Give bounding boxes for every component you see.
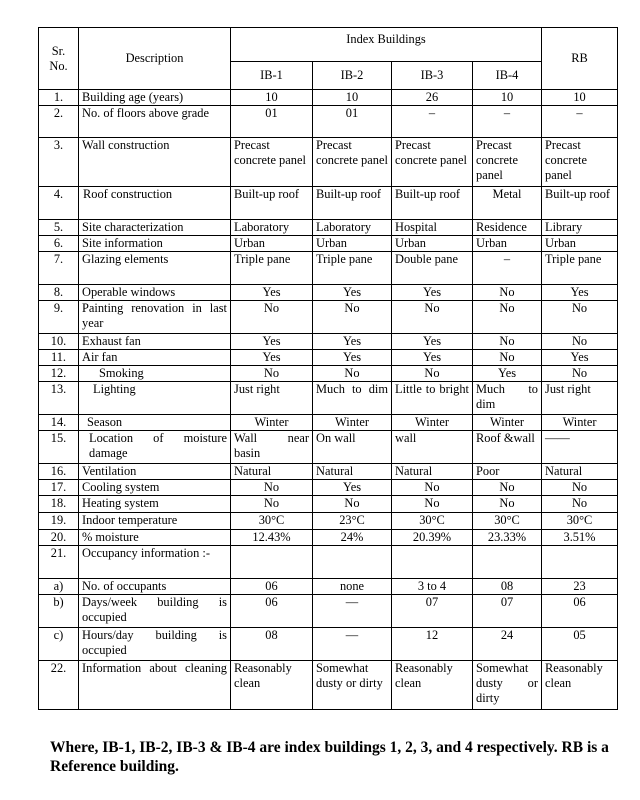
table-footnote: Where, IB-1, IB-2, IB-3 & IB-4 are index buildings 1, 2, 3, and 4 respectively. RB is a Reference building.: [50, 739, 609, 775]
cell-ib3: Little to bright: [392, 382, 473, 415]
cell-ib4: Precast concrete panel: [473, 138, 542, 187]
cell-ib2: Yes: [313, 334, 392, 350]
cell-ib2: Precast concrete panel: [313, 138, 392, 187]
cell-ib4: –: [473, 252, 542, 285]
row-description: Wall construction: [79, 138, 231, 187]
cell-rb: Just right: [542, 382, 618, 415]
cell-ib3: Yes: [392, 350, 473, 366]
building-characteristics-table: [38, 27, 618, 710]
cell-ib2: Yes: [313, 480, 392, 496]
cell-ib3: No: [392, 301, 473, 334]
row-sr-number: 8.: [39, 285, 79, 301]
row-description: Smoking: [79, 366, 231, 382]
row-sr-number: 5.: [39, 220, 79, 236]
table-row: [39, 431, 618, 464]
table-row: [39, 595, 618, 628]
table-row: [39, 106, 618, 138]
cell-ib3: 07: [392, 595, 473, 628]
cell-ib1: Wall near basin: [231, 431, 313, 464]
cell-ib1: 30°C: [231, 513, 313, 530]
cell-ib1: Laboratory: [231, 220, 313, 236]
row-description: Roof construction: [79, 187, 231, 220]
cell-rb: 23: [542, 579, 618, 595]
table-row: [39, 546, 618, 579]
table-row: [39, 415, 618, 431]
cell-rb: No: [542, 366, 618, 382]
table-row: [39, 187, 618, 220]
row-description: Exhaust fan: [79, 334, 231, 350]
cell-ib2: none: [313, 579, 392, 595]
row-sr-number: 16.: [39, 464, 79, 480]
cell-ib3: No: [392, 480, 473, 496]
cell-ib1: 06: [231, 595, 313, 628]
cell-ib2: 23°C: [313, 513, 392, 530]
cell-ib3: Double pane: [392, 252, 473, 285]
cell-ib4: 07: [473, 595, 542, 628]
cell-ib4: No: [473, 496, 542, 513]
cell-ib2: No: [313, 366, 392, 382]
row-description: Hours/day building is occupied: [79, 628, 231, 661]
row-sr-number: 4.: [39, 187, 79, 220]
cell-ib3: Precast concrete panel: [392, 138, 473, 187]
cell-rb: –: [542, 106, 618, 138]
row-sr-number: 1.: [39, 90, 79, 106]
table-row: [39, 628, 618, 661]
table-row: [39, 252, 618, 285]
cell-ib1: 06: [231, 579, 313, 595]
cell-ib3: No: [392, 496, 473, 513]
cell-rb: 10: [542, 90, 618, 106]
cell-ib1: 12.43%: [231, 530, 313, 546]
cell-ib2: Much to dim: [313, 382, 392, 415]
cell-ib2: 01: [313, 106, 392, 138]
table-row: [39, 285, 618, 301]
cell-rb: Precast concrete panel: [542, 138, 618, 187]
cell-ib3: Hospital: [392, 220, 473, 236]
row-description: No. of occupants: [79, 579, 231, 595]
cell-rb: No: [542, 301, 618, 334]
row-sr-number: 12.: [39, 366, 79, 382]
cell-ib3: Reasonably clean: [392, 661, 473, 710]
row-description: Indoor temperature: [79, 513, 231, 530]
cell-ib3: 12: [392, 628, 473, 661]
cell-rb: Winter: [542, 415, 618, 431]
cell-ib1: No: [231, 496, 313, 513]
row-sr-number: a): [39, 579, 79, 595]
cell-ib1: No: [231, 480, 313, 496]
cell-ib1: Precast concrete panel: [231, 138, 313, 187]
cell-ib1: Urban: [231, 236, 313, 252]
cell-ib3: Yes: [392, 285, 473, 301]
table-row: [39, 220, 618, 236]
table-row: [39, 382, 618, 415]
row-description: Information about cleaning: [79, 661, 231, 710]
row-description: Air fan: [79, 350, 231, 366]
cell-ib4: No: [473, 301, 542, 334]
row-sr-number: b): [39, 595, 79, 628]
cell-ib1: No: [231, 366, 313, 382]
cell-ib2: On wall: [313, 431, 392, 464]
cell-ib3: No: [392, 366, 473, 382]
row-sr-number: 9.: [39, 301, 79, 334]
row-sr-number: 22.: [39, 661, 79, 710]
cell-rb: No: [542, 496, 618, 513]
cell-ib2: Yes: [313, 350, 392, 366]
cell-ib1: Triple pane: [231, 252, 313, 285]
cell-ib2: Yes: [313, 285, 392, 301]
row-description: Season: [79, 415, 231, 431]
cell-ib2: Winter: [313, 415, 392, 431]
row-sr-number: 21.: [39, 546, 79, 579]
cell-ib1: Reasonably clean: [231, 661, 313, 710]
cell-rb: ——: [542, 431, 618, 464]
cell-rb: Yes: [542, 350, 618, 366]
cell-ib2: Built-up roof: [313, 187, 392, 220]
header-ib4: IB-4: [473, 62, 542, 90]
cell-ib4: 23.33%: [473, 530, 542, 546]
cell-ib1: [231, 546, 313, 579]
row-description: Ventilation: [79, 464, 231, 480]
row-sr-number: 2.: [39, 106, 79, 138]
cell-ib3: Urban: [392, 236, 473, 252]
table-row: [39, 480, 618, 496]
cell-ib3: 30°C: [392, 513, 473, 530]
cell-ib3: 20.39%: [392, 530, 473, 546]
cell-ib4: No: [473, 350, 542, 366]
row-sr-number: 3.: [39, 138, 79, 187]
cell-ib2: Urban: [313, 236, 392, 252]
table-row: [39, 530, 618, 546]
header-rb: RB: [542, 28, 618, 90]
table-row: [39, 350, 618, 366]
cell-ib1: Yes: [231, 350, 313, 366]
cell-ib1: 08: [231, 628, 313, 661]
header-ib1: IB-1: [231, 62, 313, 90]
cell-ib2: —: [313, 595, 392, 628]
row-description: Days/week building is occupied: [79, 595, 231, 628]
row-sr-number: 13.: [39, 382, 79, 415]
row-description: Painting renovation in last year: [79, 301, 231, 334]
cell-ib4: 30°C: [473, 513, 542, 530]
row-description: Heating system: [79, 496, 231, 513]
table-body: [39, 90, 618, 710]
row-description: Operable windows: [79, 285, 231, 301]
table-row: [39, 496, 618, 513]
cell-ib2: [313, 546, 392, 579]
row-description: Site information: [79, 236, 231, 252]
row-sr-number: 20.: [39, 530, 79, 546]
cell-ib1: Just right: [231, 382, 313, 415]
cell-rb: 06: [542, 595, 618, 628]
row-sr-number: 17.: [39, 480, 79, 496]
cell-ib2: Natural: [313, 464, 392, 480]
cell-rb: Reasonably clean: [542, 661, 618, 710]
cell-ib4: Urban: [473, 236, 542, 252]
cell-rb: Natural: [542, 464, 618, 480]
cell-ib4: –: [473, 106, 542, 138]
row-sr-number: 10.: [39, 334, 79, 350]
table-row: [39, 464, 618, 480]
row-sr-number: 14.: [39, 415, 79, 431]
cell-rb: [542, 546, 618, 579]
table-row: [39, 661, 618, 710]
cell-ib4: No: [473, 334, 542, 350]
cell-ib1: 01: [231, 106, 313, 138]
table-row: [39, 301, 618, 334]
cell-ib4: No: [473, 285, 542, 301]
cell-ib4: Winter: [473, 415, 542, 431]
row-description: Cooling system: [79, 480, 231, 496]
cell-ib2: —: [313, 628, 392, 661]
cell-ib3: 3 to 4: [392, 579, 473, 595]
cell-ib3: 26: [392, 90, 473, 106]
cell-ib4: Somewhat dusty or dirty: [473, 661, 542, 710]
cell-ib3: –: [392, 106, 473, 138]
row-sr-number: 11.: [39, 350, 79, 366]
header-ib3: IB-3: [392, 62, 473, 90]
header-index-buildings: Index Buildings: [231, 28, 542, 62]
row-description: Lighting: [79, 382, 231, 415]
row-sr-number: 15.: [39, 431, 79, 464]
row-sr-number: 7.: [39, 252, 79, 285]
row-sr-number: 19.: [39, 513, 79, 530]
row-description: Location of moisture damage: [79, 431, 231, 464]
cell-ib4: 24: [473, 628, 542, 661]
cell-ib4: 10: [473, 90, 542, 106]
row-description: Occupancy information :-: [79, 546, 231, 579]
cell-ib4: No: [473, 480, 542, 496]
cell-rb: 05: [542, 628, 618, 661]
cell-rb: No: [542, 334, 618, 350]
row-description: Building age (years): [79, 90, 231, 106]
row-sr-number: c): [39, 628, 79, 661]
cell-rb: Yes: [542, 285, 618, 301]
cell-ib2: Laboratory: [313, 220, 392, 236]
cell-ib3: Built-up roof: [392, 187, 473, 220]
cell-ib4: Poor: [473, 464, 542, 480]
cell-ib3: wall: [392, 431, 473, 464]
table-row: [39, 366, 618, 382]
table-row: [39, 236, 618, 252]
cell-ib2: No: [313, 496, 392, 513]
row-sr-number: 18.: [39, 496, 79, 513]
cell-rb: 30°C: [542, 513, 618, 530]
cell-ib1: Natural: [231, 464, 313, 480]
cell-ib3: [392, 546, 473, 579]
table-row: [39, 90, 618, 106]
cell-ib3: Natural: [392, 464, 473, 480]
header-sr: Sr. No.: [39, 28, 79, 90]
cell-ib2: 24%: [313, 530, 392, 546]
cell-ib4: 08: [473, 579, 542, 595]
cell-ib4: Roof &wall: [473, 431, 542, 464]
cell-rb: Built-up roof: [542, 187, 618, 220]
cell-rb: No: [542, 480, 618, 496]
cell-ib1: Built-up roof: [231, 187, 313, 220]
cell-ib1: Winter: [231, 415, 313, 431]
cell-ib3: Winter: [392, 415, 473, 431]
cell-ib1: Yes: [231, 334, 313, 350]
cell-ib2: Somewhat dusty or dirty: [313, 661, 392, 710]
row-sr-number: 6.: [39, 236, 79, 252]
cell-ib4: Yes: [473, 366, 542, 382]
cell-rb: Urban: [542, 236, 618, 252]
cell-ib4: Residence: [473, 220, 542, 236]
table-row: [39, 138, 618, 187]
row-description: Glazing elements: [79, 252, 231, 285]
cell-ib4: Much to dim: [473, 382, 542, 415]
cell-ib2: 10: [313, 90, 392, 106]
cell-rb: 3.51%: [542, 530, 618, 546]
cell-ib2: Triple pane: [313, 252, 392, 285]
header-ib2: IB-2: [313, 62, 392, 90]
table-row: [39, 579, 618, 595]
cell-ib4: [473, 546, 542, 579]
cell-ib1: Yes: [231, 285, 313, 301]
cell-ib2: No: [313, 301, 392, 334]
cell-ib1: No: [231, 301, 313, 334]
cell-rb: Library: [542, 220, 618, 236]
table-row: [39, 334, 618, 350]
row-description: Site characterization: [79, 220, 231, 236]
header-description: Description: [79, 28, 231, 90]
cell-ib3: Yes: [392, 334, 473, 350]
cell-ib4: Metal: [473, 187, 542, 220]
table-row: [39, 513, 618, 530]
cell-ib1: 10: [231, 90, 313, 106]
row-description: No. of floors above grade: [79, 106, 231, 138]
row-description: % moisture: [79, 530, 231, 546]
cell-rb: Triple pane: [542, 252, 618, 285]
